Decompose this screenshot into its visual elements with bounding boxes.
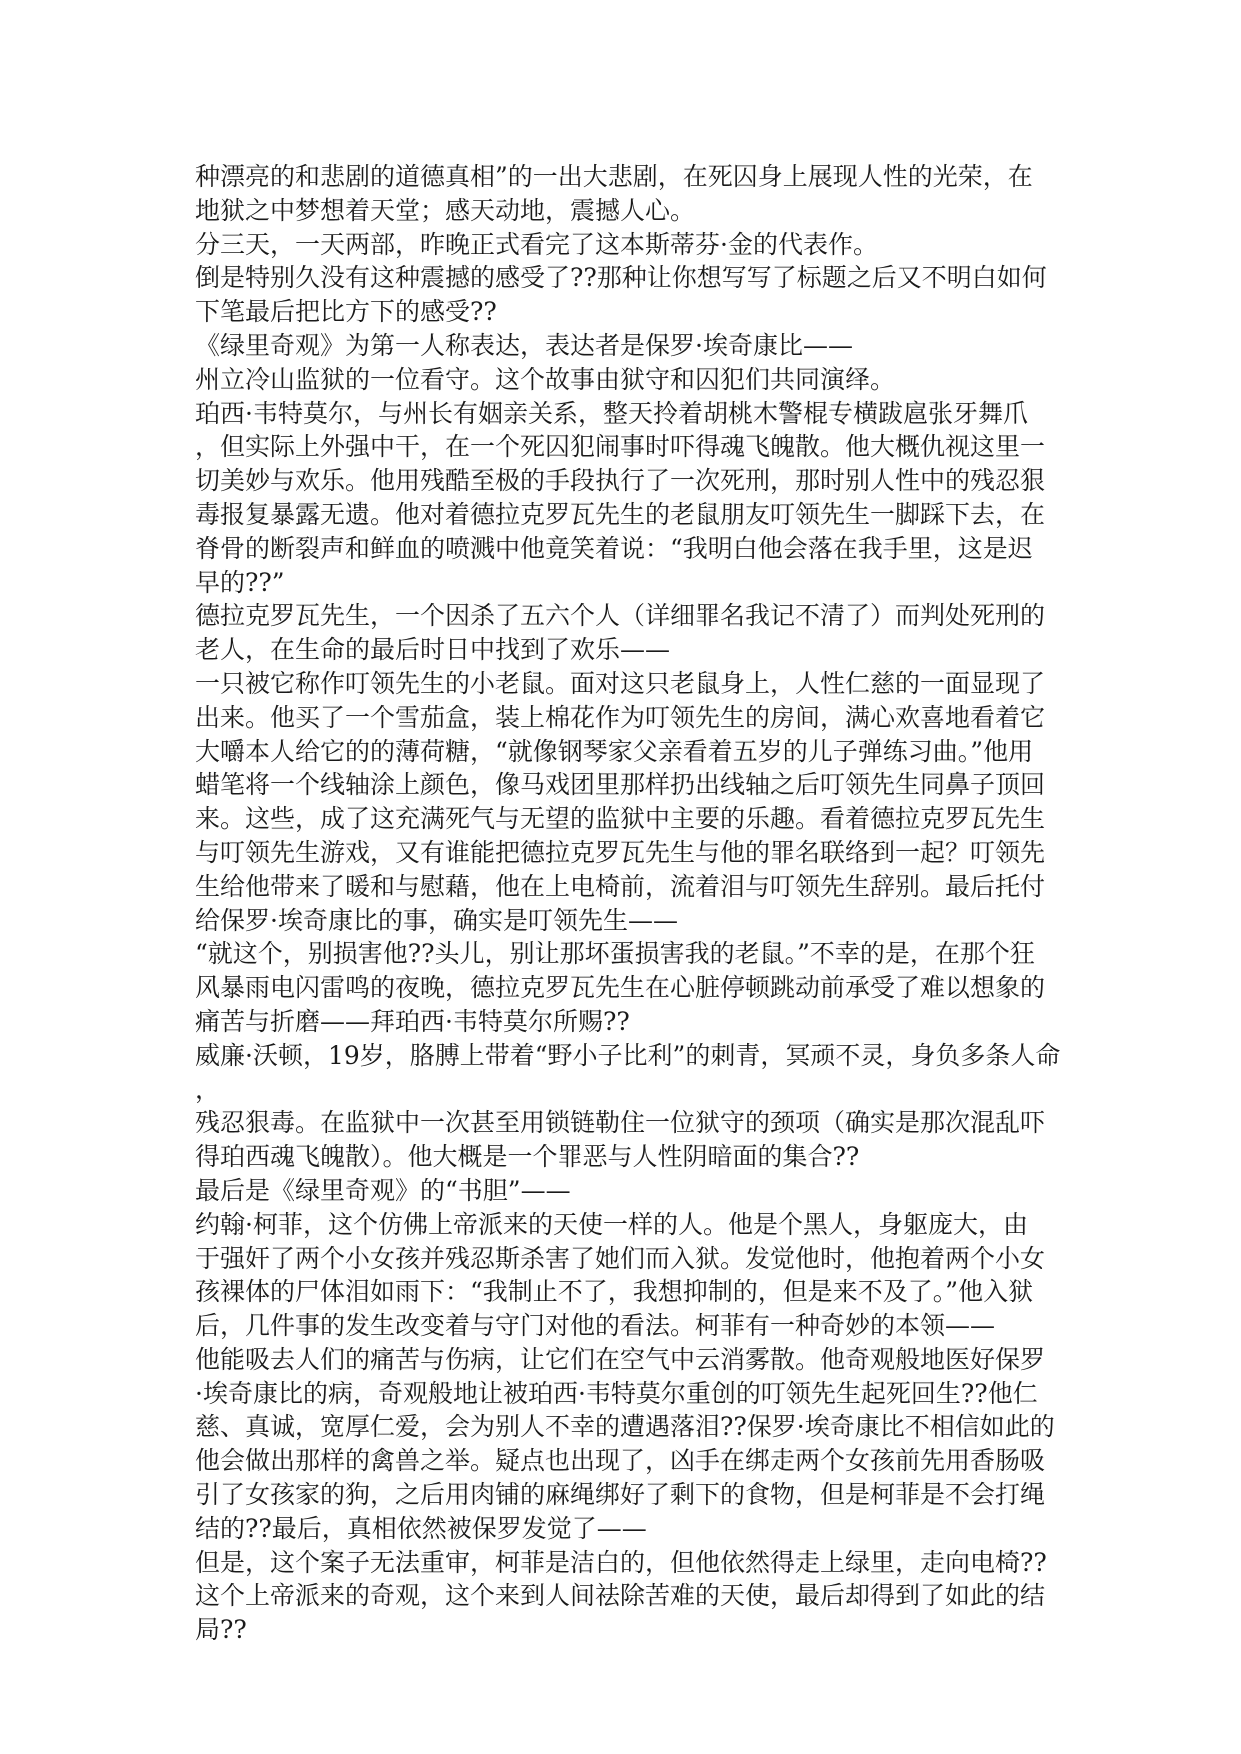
text-line: 得珀西魂飞魄散）。他大概是一个罪恶与人性阴暗面的集合?? xyxy=(195,1142,860,1172)
text-line: 他能吸去人们的痛苦与伤病，让它们在空气中云消雾散。他奇观般地医好保罗 xyxy=(195,1344,1046,1374)
text-line: 引了女孩家的狗，之后用肉铺的麻绳绑好了剩下的食物，但是柯菲是不会打绳 xyxy=(195,1480,1046,1510)
text-line: 孩裸体的尸体泪如雨下：“我制止不了，我想抑制的，但是来不及了。”他入狱 xyxy=(195,1277,1034,1307)
text-line: 威廉·沃顿，19岁，胳膊上带着“野小子比利”的刺青，冥顽不灵，身负多条人命 xyxy=(195,1040,1061,1070)
text-line: 早的??” xyxy=(195,567,285,597)
text-line: 后，几件事的发生改变着与守门对他的看法。柯菲有一种奇妙的本领—— xyxy=(195,1311,996,1341)
text-line: 结的??最后，真相依然被保罗发觉了—— xyxy=(195,1513,647,1543)
text-line: 德拉克罗瓦先生，一个因杀了五六个人（详细罪名我记不清了）而判处死刑的 xyxy=(195,601,1046,631)
text-line: 珀西·韦特莫尔，与州长有姻亲关系，整天拎着胡桃木警棍专横跋扈张牙舞爪 xyxy=(195,398,1028,428)
body-text xyxy=(195,160,1075,1647)
text-line: 切美妙与欢乐。他用残酷至极的手段执行了一次死刑，那时别人性中的残忍狠 xyxy=(195,466,1046,496)
text-line: 慈、真诚，宽厚仁爱，会为别人不幸的遭遇落泪??保罗·埃奇康比不相信如此的 xyxy=(195,1412,1055,1442)
text-line: 痛苦与折磨——拜珀西·韦特莫尔所赐?? xyxy=(195,1006,630,1036)
text-line: 但是，这个案子无法重审，柯菲是洁白的，但他依然得走上绿里，走向电椅?? xyxy=(195,1547,1047,1577)
text-line: 于强奸了两个小女孩并残忍斯杀害了她们而入狱。发觉他时，他抱着两个小女 xyxy=(195,1243,1046,1273)
text-line: 这个上帝派来的奇观，这个来到人间祛除苦难的天使，最后却得到了如此的结 xyxy=(195,1581,1046,1611)
text-line: 来。这些，成了这充满死气与无望的监狱中主要的乐趣。看着德拉克罗瓦先生 xyxy=(195,804,1046,834)
text-line: 风暴雨电闪雷鸣的夜晚，德拉克罗瓦先生在心脏停顿跳动前承受了难以想象的 xyxy=(195,973,1046,1003)
text-line: 毒报复暴露无遗。他对着德拉克罗瓦先生的老鼠朋友叮领先生一脚踩下去，在 xyxy=(195,499,1046,529)
text-line: 与叮领先生游戏，又有谁能把德拉克罗瓦先生与他的罪名联络到一起？叮领先 xyxy=(195,837,1046,867)
text-line: ，但实际上外强中干，在一个死囚犯闹事时吓得魂飞魄散。他大概仇视这里一 xyxy=(195,432,1046,462)
text-line: ， xyxy=(195,1074,221,1104)
text-line: 约翰·柯菲，这个仿佛上帝派来的天使一样的人。他是个黑人，身躯庞大，由 xyxy=(195,1209,1028,1239)
text-line: 生给他带来了暖和与慰藉，他在上电椅前，流着泪与叮领先生辞别。最后托付 xyxy=(195,871,1046,901)
text-line: 种漂亮的和悲剧的道德真相”的一出大悲剧，在死囚身上展现人性的光荣，在 xyxy=(195,162,1033,191)
text-line: 大嚼本人给它的的薄荷糖，“就像钢琴家父亲看着五岁的儿子弹练习曲。”他用 xyxy=(195,736,1034,766)
text-line: 下笔最后把比方下的感受?? xyxy=(195,297,497,327)
text-line: 最后是《绿里奇观》的“书胆”—— xyxy=(195,1175,571,1205)
text-line: 倒是特别久没有这种震撼的感受了??那种让你想写写了标题之后又不明白如何 xyxy=(195,263,1047,293)
text-line: ·埃奇康比的病，奇观般地让被珀西·韦特莫尔重创的叮领先生起死回生??他仁 xyxy=(195,1378,1038,1408)
text-line: 出来。他买了一个雪茄盒，装上棉花作为叮领先生的房间，满心欢喜地看着它 xyxy=(195,702,1046,732)
text-line: 一只被它称作叮领先生的小老鼠。面对这只老鼠身上，人性仁慈的一面显现了 xyxy=(195,668,1046,698)
text-line: 残忍狠毒。在监狱中一次甚至用锁链勒住一位狱守的颈项（确实是那次混乱吓 xyxy=(195,1108,1046,1138)
text-line: 脊骨的断裂声和鲜血的喷溅中他竟笑着说：“我明白他会落在我手里，这是迟 xyxy=(195,533,1033,563)
text-line: 蜡笔将一个线轴涂上颜色，像马戏团里那样扔出线轴之后叮领先生同鼻子顶回 xyxy=(195,770,1046,800)
text-line: 分三天，一天两部，昨晚正式看完了这本斯蒂芬·金的代表作。 xyxy=(195,229,878,259)
text-line: 州立冷山监狱的一位看守。这个故事由狱守和囚犯们共同演绎。 xyxy=(195,364,896,394)
text-line: “就这个，别损害他??头儿，别让那坏蛋损害我的老鼠。”不幸的是，在那个狂 xyxy=(195,939,1035,969)
text-line: 局?? xyxy=(195,1615,247,1645)
text-line: 《绿里奇观》为第一人称表达，表达者是保罗·埃奇康比—— xyxy=(195,330,853,360)
text-line: 给保罗·埃奇康比的事，确实是叮领先生—— xyxy=(195,905,678,935)
text-line: 地狱之中梦想着天堂；感天动地，震撼人心。 xyxy=(195,195,696,225)
text-line: 老人，在生命的最后时日中找到了欢乐—— xyxy=(195,635,671,665)
text-line: 他会做出那样的禽兽之举。疑点也出现了，凶手在绑走两个女孩前先用香肠吸 xyxy=(195,1446,1046,1476)
